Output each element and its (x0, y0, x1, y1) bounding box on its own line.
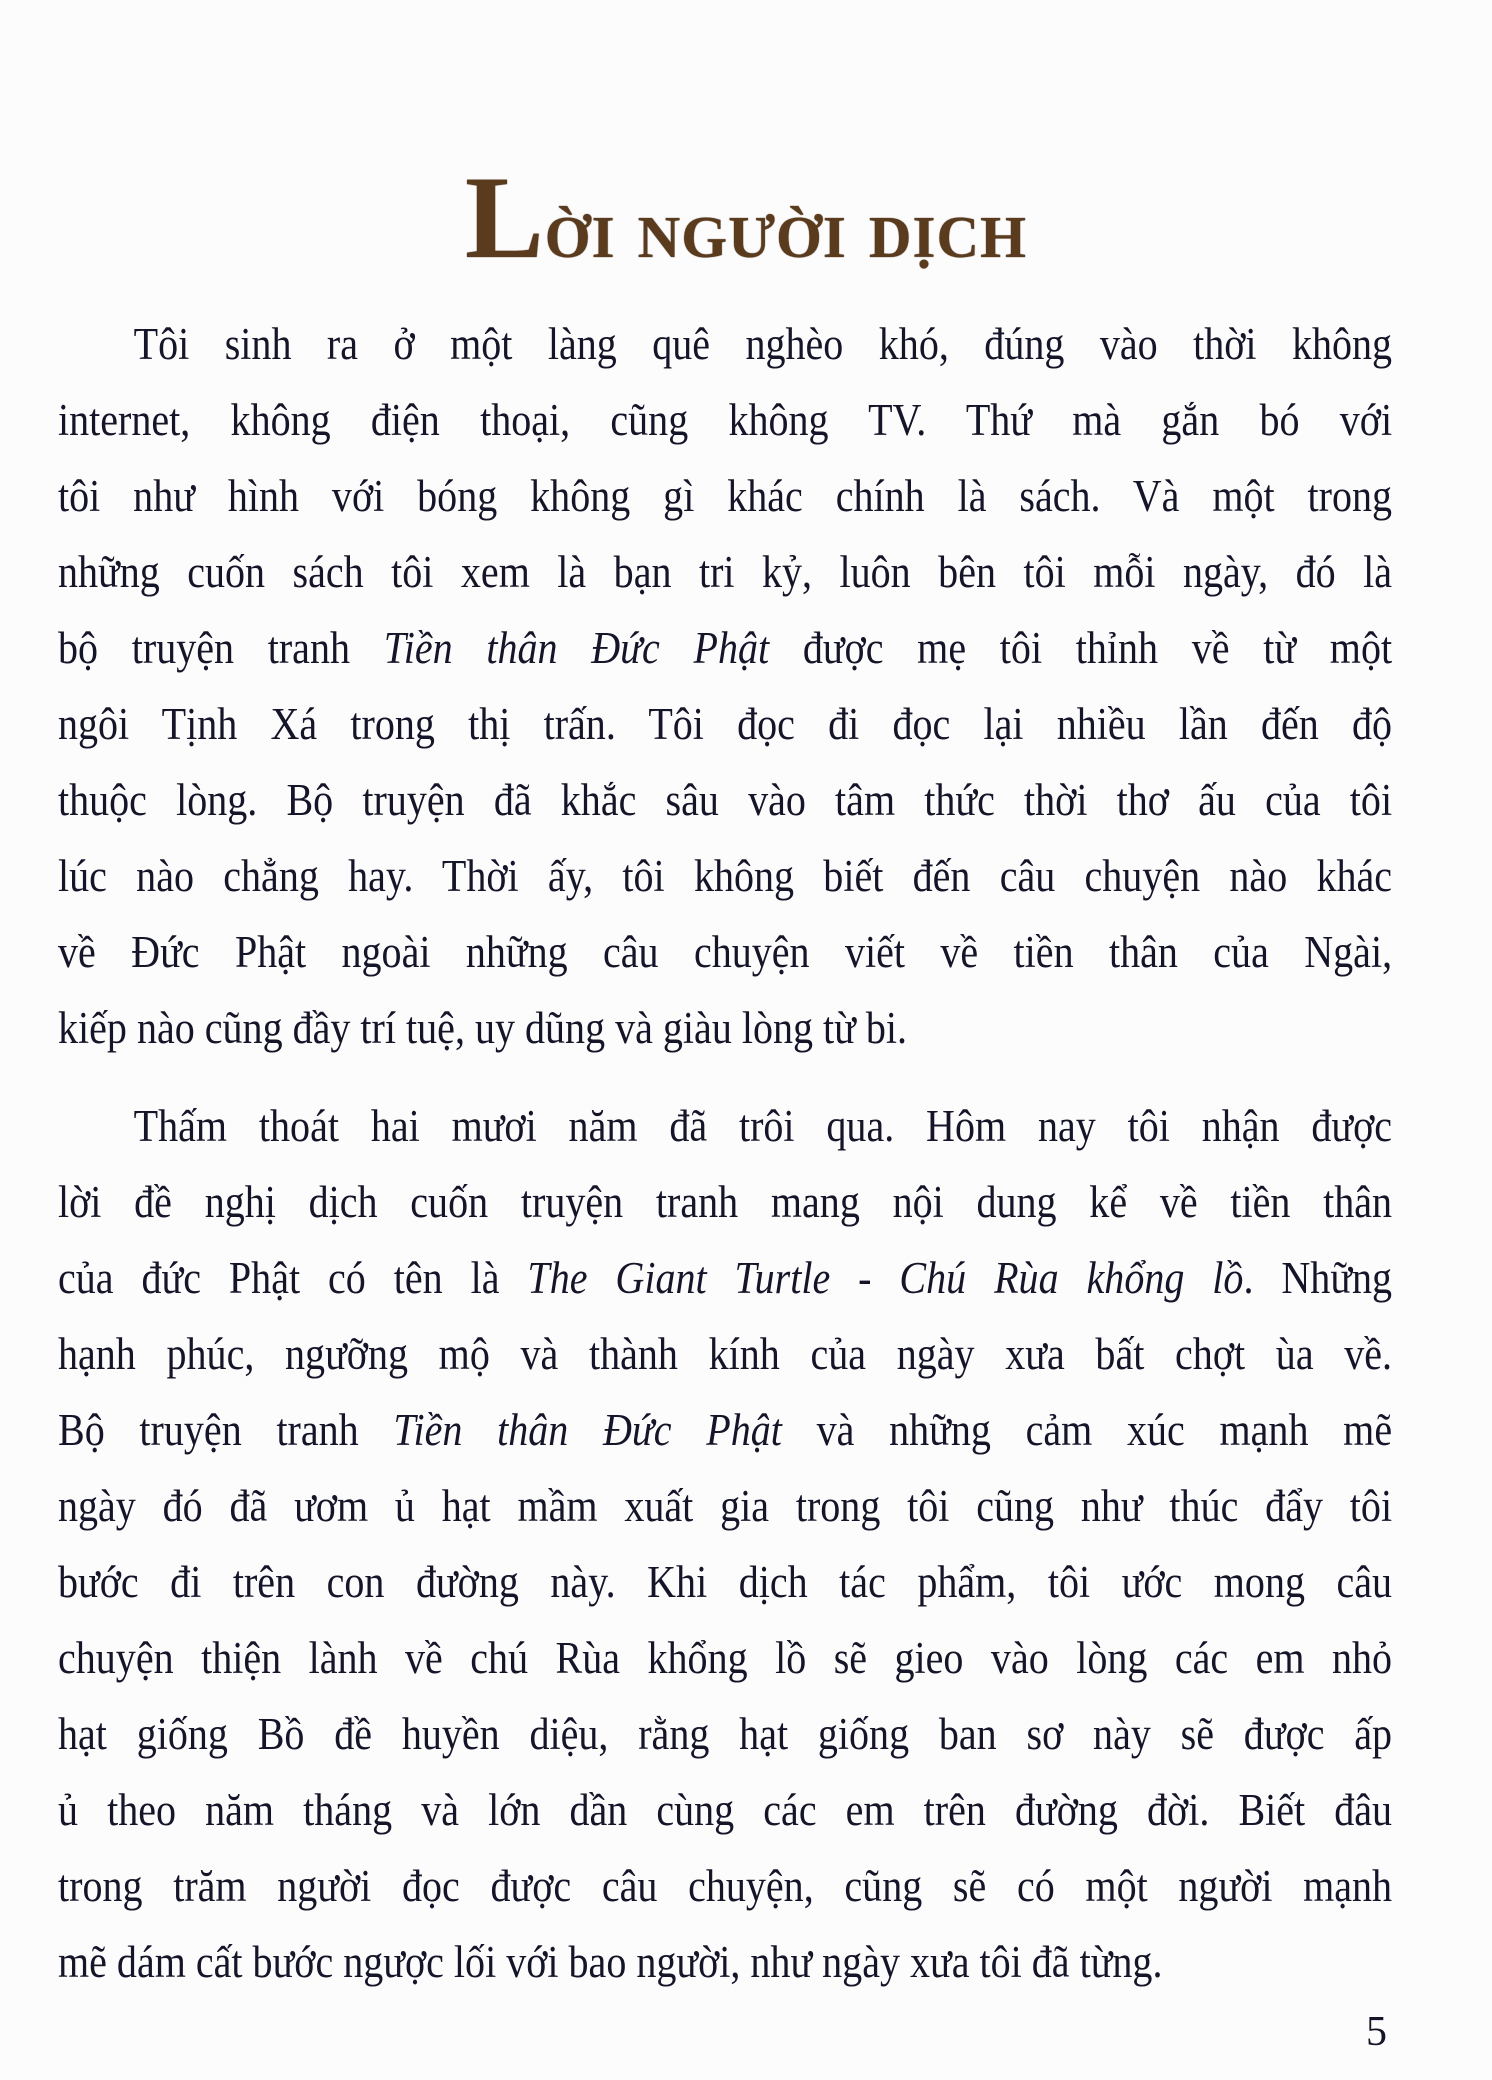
body-text (58, 306, 1392, 2000)
text-line (58, 1620, 1392, 1696)
text-segment: thuộc lòng. Bộ truyện đã khắc sâu vào tâm thức thời thơ ấu của tôi (58, 774, 1393, 825)
text-segment: Bộ truyện tranh (58, 1404, 394, 1455)
text-line (58, 914, 1392, 990)
text-segment: Tôi sinh ra ở một làng quê nghèo khó, đúng vào thời không (133, 318, 1393, 369)
text-segment: lúc nào chẳng hay. Thời ấy, tôi không biết đến câu chuyện nào khác (58, 850, 1393, 901)
text-line (58, 1924, 1392, 2000)
text-line (58, 1392, 1392, 1468)
italic-title: Tiền thân Đức Phật (393, 1404, 782, 1455)
text-line (58, 762, 1392, 838)
text-segment: hạnh phúc, ngưỡng mộ và thành kính của ngày xưa bất chợt ùa về. (58, 1328, 1393, 1379)
text-segment: về Đức Phật ngoài những câu chuyện viết về tiền thân của Ngài, (58, 926, 1393, 977)
text-segment: ngày đó đã ươm ủ hạt mầm xuất gia trong tôi cũng như thúc đẩy tôi (58, 1480, 1393, 1531)
paragraph-gap (58, 1066, 1392, 1088)
page-title (0, 152, 1492, 283)
text-line (58, 534, 1392, 610)
text-segment: chuyện thiện lành về chú Rùa khổng lồ sẽ gieo vào lòng các em nhỏ (58, 1632, 1393, 1683)
text-line (58, 458, 1392, 534)
title-rest: ời người dịch (544, 183, 1027, 276)
text-segment: của đức Phật có tên là (58, 1252, 528, 1303)
text-line (58, 686, 1392, 762)
text-segment: internet, không điện thoại, cũng không TV. Thứ mà gắn bó với (58, 394, 1393, 445)
text-line (58, 306, 1392, 382)
title-initial: L (465, 152, 545, 283)
text-line (58, 1164, 1392, 1240)
text-segment: những cuốn sách tôi xem là bạn tri kỷ, luôn bên tôi mỗi ngày, đó là (58, 546, 1393, 597)
text-line (58, 1240, 1392, 1316)
text-segment: hạt giống Bồ đề huyền diệu, rằng hạt giống ban sơ này sẽ được ấp (58, 1708, 1393, 1759)
text-segment: lời đề nghị dịch cuốn truyện tranh mang nội dung kể về tiền thân (58, 1176, 1393, 1227)
text-line (58, 382, 1392, 458)
text-line (58, 1316, 1392, 1392)
text-line (58, 1088, 1392, 1164)
text-segment: tôi như hình với bóng không gì khác chính là sách. Và một trong (58, 470, 1393, 521)
text-segment: . Những (1243, 1252, 1393, 1303)
text-segment: bộ truyện tranh (58, 622, 384, 673)
text-line (58, 1468, 1392, 1544)
text-line (58, 1848, 1392, 1924)
text-line (58, 1696, 1392, 1772)
text-segment: và những cảm xúc mạnh mẽ (781, 1404, 1393, 1455)
text-line (58, 990, 1392, 1066)
page-number: 5 (1366, 2009, 1387, 2055)
text-segment: bước đi trên con đường này. Khi dịch tác phẩm, tôi ước mong câu (58, 1556, 1393, 1607)
text-segment: trong trăm người đọc được câu chuyện, cũng sẽ có một người mạnh (58, 1860, 1393, 1911)
text-line (58, 1544, 1392, 1620)
text-segment: Thấm thoát hai mươi năm đã trôi qua. Hôm nay tôi nhận được (133, 1100, 1393, 1151)
text-segment: kiếp nào cũng đầy trí tuệ, uy dũng và giàu lòng từ bi. (58, 1002, 908, 1053)
text-segment: ngôi Tịnh Xá trong thị trấn. Tôi đọc đi đọc lại nhiều lần đến độ (58, 698, 1393, 749)
text-segment: ủ theo năm tháng và lớn dần cùng các em trên đường đời. Biết đâu (58, 1784, 1393, 1835)
italic-title: The Giant Turtle - Chú Rùa khổng lồ (527, 1252, 1244, 1303)
text-segment: được mẹ tôi thỉnh về từ một (769, 622, 1393, 673)
text-line (58, 838, 1392, 914)
text-segment: mẽ dám cất bước ngược lối với bao người, như ngày xưa tôi đã từng. (58, 1936, 1163, 1987)
italic-title: Tiền thân Đức Phật (383, 622, 770, 673)
text-line (58, 610, 1392, 686)
text-line (58, 1772, 1392, 1848)
